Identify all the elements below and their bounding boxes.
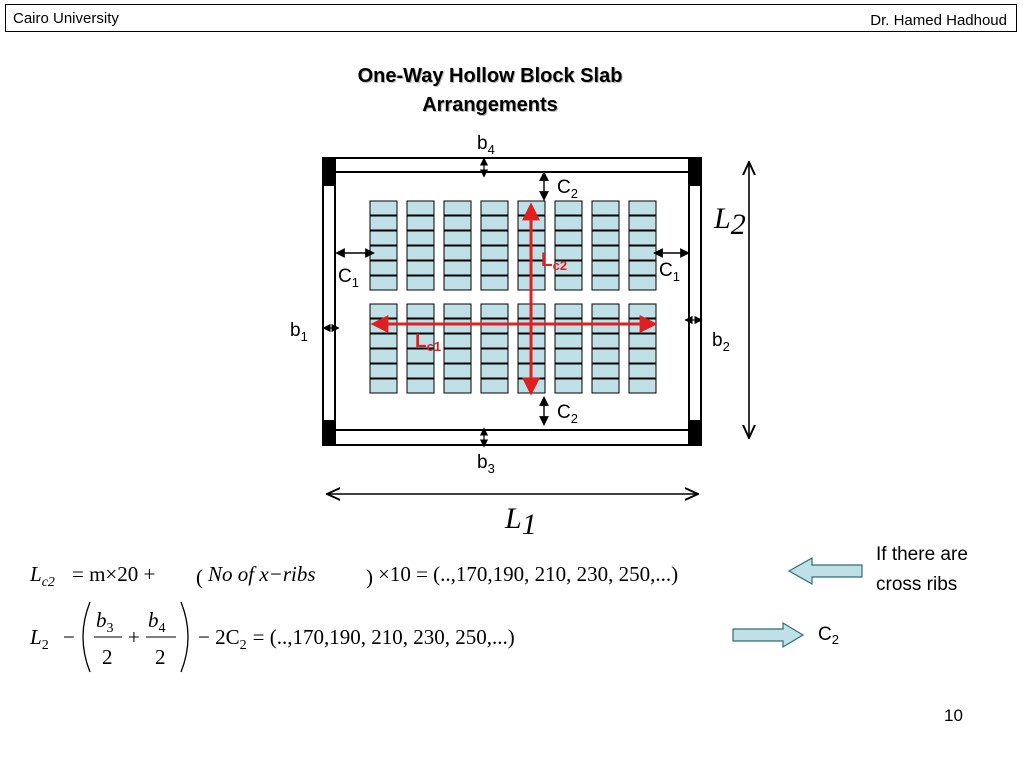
lc1-label: $L_{c1}$ bbox=[415, 331, 442, 354]
column-top-left bbox=[322, 157, 336, 186]
c1-left-label: $C_1$ bbox=[338, 266, 359, 290]
b4-dimension bbox=[477, 133, 495, 176]
c2-result-note bbox=[818, 624, 839, 646]
hollow-block bbox=[370, 231, 397, 245]
hollow-block bbox=[370, 364, 397, 378]
hollow-block bbox=[592, 276, 619, 290]
hollow-block bbox=[481, 349, 508, 363]
page-number: 10 bbox=[944, 706, 963, 725]
eq2-close-paren bbox=[181, 602, 188, 672]
header-author: Dr. Hamed Hadhoud bbox=[870, 12, 1007, 29]
eq2-frac1-den: 2 bbox=[102, 645, 113, 669]
hollow-block bbox=[444, 276, 471, 290]
cross-ribs-note bbox=[876, 540, 1016, 600]
c2-bottom-dimension bbox=[544, 398, 578, 426]
hollow-block bbox=[481, 261, 508, 275]
hollow-block bbox=[555, 304, 582, 318]
hollow-block bbox=[481, 201, 508, 215]
hollow-block bbox=[592, 349, 619, 363]
hollow-block bbox=[444, 379, 471, 393]
hollow-block bbox=[444, 246, 471, 260]
c1-left-dimension bbox=[337, 253, 373, 290]
hollow-block bbox=[370, 304, 397, 318]
hollow-block bbox=[592, 334, 619, 348]
b1-dimension bbox=[290, 320, 338, 344]
hollow-block bbox=[629, 334, 656, 348]
column-bottom-left bbox=[322, 420, 336, 446]
lc2-label: $L_{c2}$ bbox=[541, 250, 568, 273]
eq1-lhs: $L_{c2}$ bbox=[30, 562, 55, 590]
b3-dimension bbox=[477, 429, 495, 476]
hollow-block bbox=[407, 231, 434, 245]
hollow-block bbox=[555, 319, 582, 333]
c1-right-label: $C_1$ bbox=[659, 260, 680, 284]
eq2-frac2-num: $b_4$ bbox=[148, 608, 166, 636]
column-bottom-right bbox=[688, 420, 702, 446]
b3-label: $b_3$ bbox=[477, 452, 495, 476]
c2-note-base: C bbox=[818, 624, 832, 645]
hollow-block bbox=[629, 379, 656, 393]
hollow-block bbox=[407, 246, 434, 260]
hollow-block bbox=[629, 246, 656, 260]
eq2-frac2-den: 2 bbox=[155, 645, 166, 669]
hollow-block bbox=[555, 364, 582, 378]
hollow-block bbox=[444, 334, 471, 348]
hollow-block bbox=[370, 334, 397, 348]
hollow-block bbox=[444, 319, 471, 333]
hollow-block bbox=[444, 364, 471, 378]
hollow-block bbox=[370, 276, 397, 290]
c2-pointer-arrow bbox=[733, 623, 803, 647]
hollow-block bbox=[592, 246, 619, 260]
hollow-block bbox=[407, 201, 434, 215]
c2-note-sub: 2 bbox=[831, 632, 839, 647]
hollow-block bbox=[444, 304, 471, 318]
hollow-block bbox=[370, 261, 397, 275]
hollow-block bbox=[481, 276, 508, 290]
hollow-block bbox=[555, 231, 582, 245]
eq2-frac1-num: $b_3$ bbox=[96, 608, 114, 636]
hollow-block bbox=[444, 261, 471, 275]
cross-ribs-note-line2: cross ribs bbox=[876, 574, 958, 595]
eq1-open-paren: ( bbox=[196, 565, 203, 589]
hollow-block bbox=[629, 276, 656, 290]
c1-right-dimension bbox=[655, 253, 688, 284]
L1-dimension bbox=[327, 494, 698, 541]
b1-label: $b_1$ bbox=[290, 320, 308, 344]
cross-ribs-arrow bbox=[789, 558, 862, 584]
header-university: Cairo University bbox=[13, 10, 119, 27]
slab-frame bbox=[322, 157, 702, 446]
hollow-block bbox=[629, 349, 656, 363]
hollow-block bbox=[407, 379, 434, 393]
hollow-block bbox=[407, 276, 434, 290]
hollow-block bbox=[629, 319, 656, 333]
hollow-block bbox=[592, 364, 619, 378]
hollow-block bbox=[407, 304, 434, 318]
hollow-block bbox=[370, 319, 397, 333]
hollow-block bbox=[407, 261, 434, 275]
hollow-block bbox=[629, 201, 656, 215]
hollow-blocks bbox=[370, 201, 656, 393]
eq2-minus: − bbox=[63, 625, 75, 649]
hollow-block bbox=[629, 304, 656, 318]
hollow-block bbox=[555, 201, 582, 215]
L1-label: L1 bbox=[505, 502, 537, 541]
hollow-block bbox=[481, 216, 508, 230]
L2-label: L2 bbox=[714, 202, 746, 241]
hollow-block bbox=[444, 349, 471, 363]
hollow-block bbox=[444, 231, 471, 245]
hollow-block bbox=[592, 201, 619, 215]
hollow-block bbox=[592, 261, 619, 275]
eq2-plus: + bbox=[128, 625, 140, 649]
hollow-block bbox=[370, 246, 397, 260]
slide-title-line2: Arrangements bbox=[422, 94, 558, 116]
hollow-block bbox=[407, 364, 434, 378]
c2-bottom-label: $C_2$ bbox=[557, 402, 578, 426]
eq2-open-paren bbox=[83, 602, 90, 672]
hollow-block bbox=[370, 216, 397, 230]
hollow-block bbox=[629, 364, 656, 378]
hollow-block bbox=[407, 216, 434, 230]
hollow-block bbox=[555, 349, 582, 363]
slide-title-line1: One-Way Hollow Block Slab bbox=[357, 65, 623, 87]
c2-top-label: $C_2$ bbox=[557, 177, 578, 201]
hollow-block bbox=[555, 276, 582, 290]
hollow-block bbox=[370, 379, 397, 393]
eq1-paren-text: No of x−ribs bbox=[208, 562, 316, 586]
eq2-tail: − $2C_2 = (..,170,190$, 210, 230, 250,...) bbox=[198, 625, 515, 653]
hollow-block bbox=[370, 201, 397, 215]
equation-L2 bbox=[29, 602, 515, 672]
column-top-right bbox=[688, 157, 702, 186]
hollow-block bbox=[444, 216, 471, 230]
hollow-block bbox=[629, 231, 656, 245]
cross-ribs-note-line1: If there are bbox=[876, 544, 968, 565]
L2-dimension bbox=[713, 162, 749, 438]
hollow-block bbox=[592, 216, 619, 230]
hollow-block bbox=[592, 319, 619, 333]
hollow-block bbox=[629, 216, 656, 230]
left-pointing-arrow-icon bbox=[789, 558, 862, 584]
eq1-part1: = m×20 + bbox=[72, 562, 156, 586]
hollow-block bbox=[592, 379, 619, 393]
hollow-block bbox=[481, 334, 508, 348]
equation-lc2 bbox=[29, 562, 678, 590]
eq2-lhs: $L_2$ bbox=[30, 625, 49, 653]
hollow-block bbox=[481, 231, 508, 245]
b2-dimension bbox=[686, 320, 730, 354]
hollow-block bbox=[629, 261, 656, 275]
b4-label: $b_4$ bbox=[477, 133, 495, 157]
hollow-block bbox=[481, 319, 508, 333]
hollow-block bbox=[481, 379, 508, 393]
eq1-part2: ×10 = (..,170,190, 210, 230, 250,...) bbox=[378, 562, 679, 586]
hollow-block bbox=[555, 334, 582, 348]
right-pointing-arrow-icon bbox=[733, 623, 803, 647]
hollow-block bbox=[444, 201, 471, 215]
hollow-block bbox=[555, 379, 582, 393]
hollow-block bbox=[370, 349, 397, 363]
eq1-close-paren: ) bbox=[366, 565, 373, 589]
c2-top-dimension bbox=[544, 173, 578, 201]
hollow-block bbox=[481, 304, 508, 318]
hollow-block bbox=[481, 246, 508, 260]
hollow-block bbox=[592, 231, 619, 245]
hollow-block bbox=[592, 304, 619, 318]
hollow-block bbox=[481, 364, 508, 378]
b2-label: $b_2$ bbox=[712, 330, 730, 354]
hollow-block bbox=[555, 216, 582, 230]
